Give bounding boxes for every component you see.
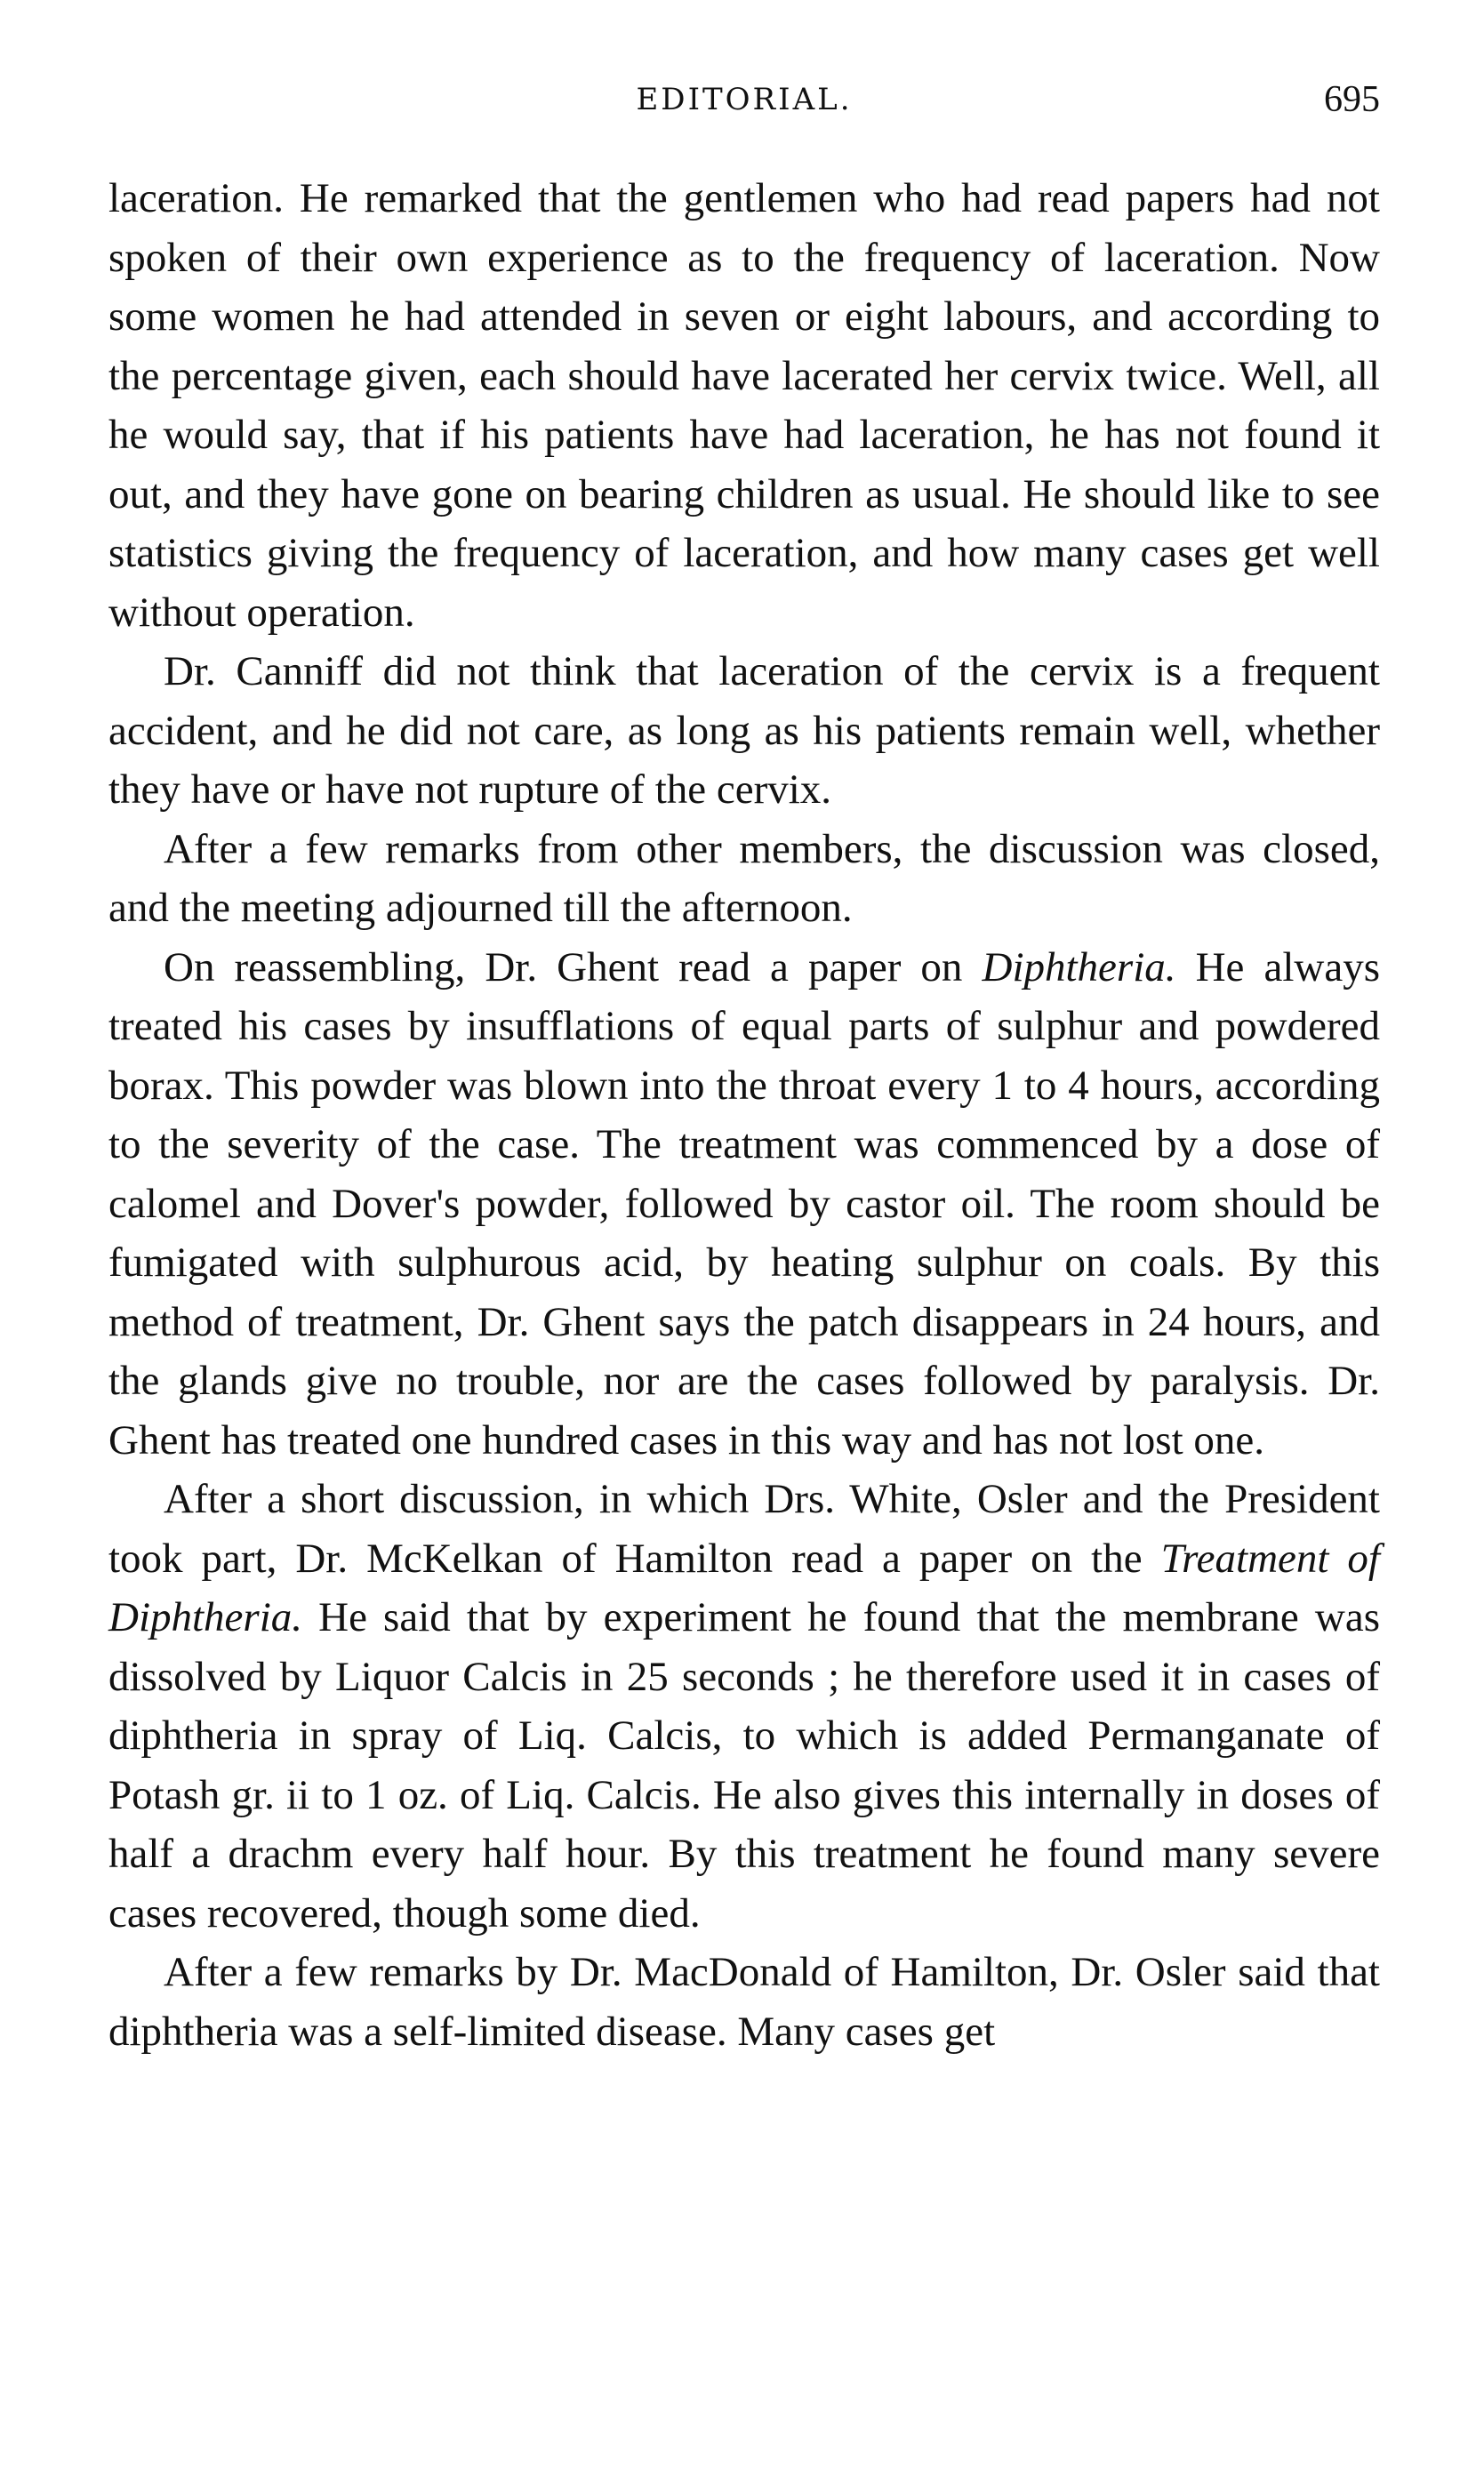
- paragraph-ghent-lead: On reassembling, Dr. Ghent read a paper on: [164, 943, 983, 990]
- paragraph-mckelkan-treatment: [108, 1470, 1380, 1943]
- paragraph-laceration-remarks: laceration. He remarked that the gentlemen who had read papers had not spoken of their own experience as to the frequency of laceration. Now some women he had attended in seven or eight labours, and according to the percentage given, each should have lacerated her cervix twice. Well, all he would say, that if his patients have had laceration, he has not found it out, and they have gone on bearing children as usual. He should like to see statistics giving the frequency of laceration, and how many cases get well without operation.: [108, 175, 1380, 636]
- paragraph-mckelkan-body: He said that by experiment he found that the membrane was dissolved by Liquor Calcis in 25 seconds ; he therefore used it in cases of diphtheria in spray of Liq. Calcis, to which is added Permanganate of Potash gr. ii to 1 oz. of Liq. Calcis. He also gives this internally in doses of half a drachm every half hour. By this treatment he found many severe cases recovered, though some died.: [108, 1594, 1380, 1937]
- paragraph-osler: After a few remarks by Dr. MacDonald of Hamilton, Dr. Osler said that diphtheria was a self-limited disease. Many cases get: [108, 1949, 1380, 2055]
- paper-title-diphtheria: Diphtheria.: [982, 943, 1176, 990]
- page-number: 695: [1324, 79, 1380, 120]
- running-header: [108, 79, 1380, 135]
- section-title: EDITORIAL.: [636, 82, 853, 117]
- paragraph-adjournment: After a few remarks from other members, the discussion was closed, and the meeting adjourned till the afternoon.: [108, 825, 1380, 931]
- body-text: [108, 169, 1380, 2061]
- paragraph-ghent-diphtheria: [108, 938, 1380, 1471]
- paragraph-mckelkan-lead: After a short discussion, in which Drs. White, Osler and the President took part, Dr. McKelkan of Hamilton read a paper on the: [108, 1476, 1380, 1582]
- paragraph-ghent-body: He always treated his cases by insufflations of equal parts of sulphur and powdered borax. This powder was blown into the throat every 1 to 4 hours, according to the severity of the case. The treatment was commenced by a dose of calomel and Dover's powder, followed by castor oil. The room should be fumigated with sulphurous acid, by heating sulphur on coals. By this method of treatment, Dr. Ghent says the patch disappears in 24 hours, and the glands give no trouble, nor are the cases followed by paralysis. Dr. Ghent has treated one hundred cases in this way and has not lost one.: [108, 943, 1380, 1464]
- paper-title-treatment-of-diphtheria: Treatment of Diphtheria.: [108, 1535, 1380, 1640]
- paragraph-canniff: Dr. Canniff did not think that laceration of the cervix is a frequent accident, and he did not care, as long as his patients remain well, whether they have or have not rupture of the cervix.: [108, 648, 1380, 813]
